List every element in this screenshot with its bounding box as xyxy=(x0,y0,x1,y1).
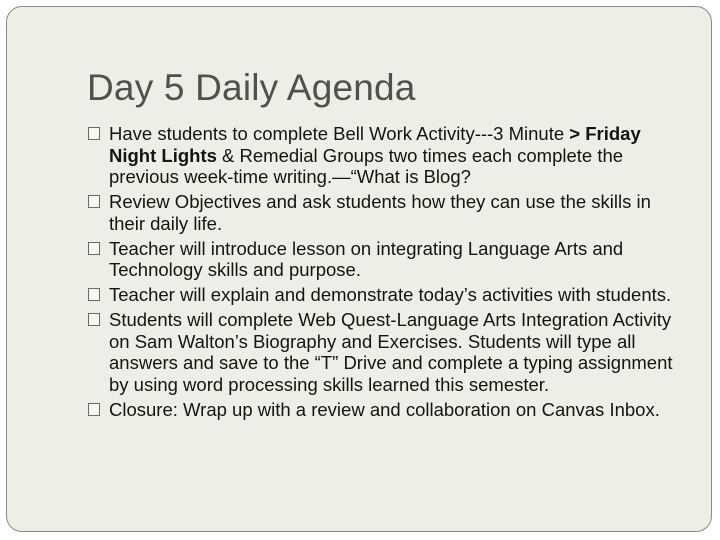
slide xyxy=(6,6,712,532)
agenda-item-bold-text: > Friday Night Lights xyxy=(109,123,641,166)
bullet-box-icon xyxy=(88,195,100,208)
agenda-item-text: Teacher will explain and demonstrate today’s activities with students. xyxy=(109,284,672,305)
bullet-box-icon xyxy=(88,288,100,301)
agenda-item-text: & Remedial Groups two times each complete the previous week-time writing.—“What is Blog? xyxy=(109,144,624,187)
bullet-box-icon xyxy=(88,313,100,326)
agenda-item xyxy=(87,284,687,306)
agenda-item-text: Students will complete Web Quest-Language Arts Integration Activity on Sam Walton’s Biography and Exercises. Students will type all answers and save to the “T” Drive and complete a typing assignment by using word processing skills learned this semester. xyxy=(109,309,673,395)
agenda-item xyxy=(87,123,687,188)
agenda-item-text: Teacher will introduce lesson on integrating Language Arts and Technology skills and purpose. xyxy=(109,237,624,280)
bullet-box-icon xyxy=(88,242,100,255)
agenda-item xyxy=(87,309,687,395)
slide-title: Day 5 Daily Agenda xyxy=(87,67,416,108)
bullet-box-icon xyxy=(88,403,100,416)
agenda-item xyxy=(87,191,687,234)
bullet-box-icon xyxy=(88,127,100,140)
agenda-item xyxy=(87,399,687,421)
agenda-item-text: Closure: Wrap up with a review and collaboration on Canvas Inbox. xyxy=(109,398,660,420)
agenda-item-text: Have students to complete Bell Work Activity---3 Minute xyxy=(109,123,570,144)
agenda-item xyxy=(87,238,687,281)
agenda-list xyxy=(87,123,687,424)
agenda-item-text: Review Objectives and ask students how they can use the skills in their daily life. xyxy=(109,191,651,234)
